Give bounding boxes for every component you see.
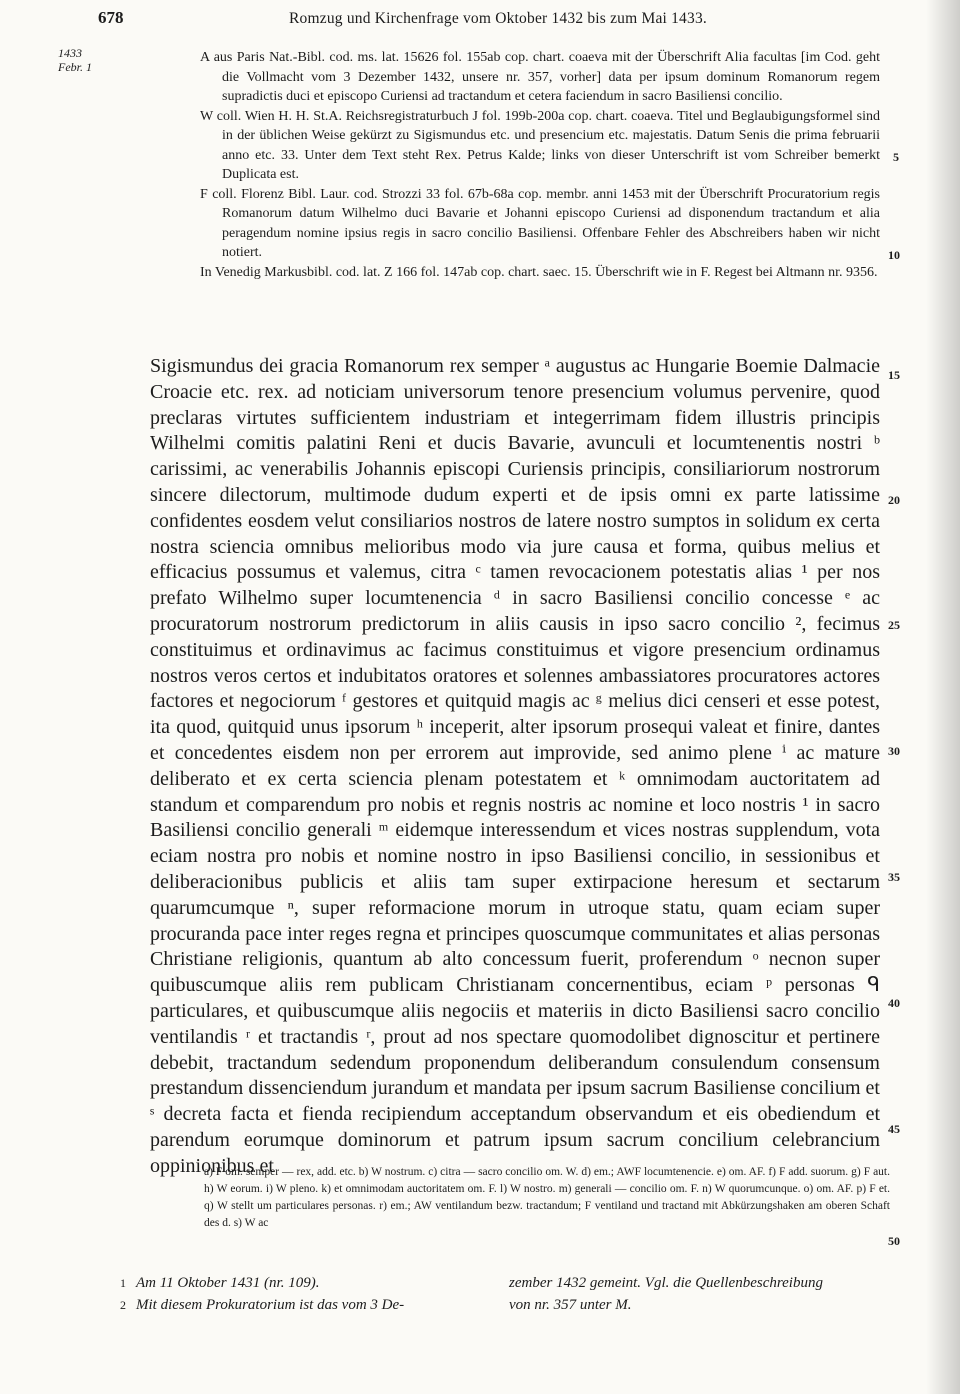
running-title: Romzug und Kirchenfrage vom Oktober 1432 bis zum Mai 1433.	[289, 10, 707, 27]
footnotes-left	[120, 1272, 500, 1316]
line-number: 15	[888, 368, 900, 382]
footnote-mark: 1	[120, 1276, 126, 1290]
page-header	[98, 8, 898, 32]
body-paragraph: Sigismundus dei gracia Romanorum rex semper ᵃ augustus ac Hungarie Boemie Dalmacie Croacie etc. rex. ad noticiam universorum tenore presencium volumus pervenire, quod preclaras virtutes sufficientem industriam et integerrimam fidem illustris principis Wilhelmi comitis palatini Reni et ducis Bavarie, avunculi et locumtenentis nostri ᵇ carissimi, ac venerabilis Johannis episcopi Curiensis principis, consiliariorum nostrorum sincere dilectorum, multimode dudum experti et de ipsis omni ex parte latissime confidentes eosdem velut consiliarios nostros de latere nostro sumptos in solidum ex certa nostra sciencia omnibus melioribus modo via jure causa et forma, quibus melius et efficacius possumus et valemus, citra ᶜ tamen revocacionem potestatis alias ¹ per nos prefato Wilhelmo super locumtenencia ᵈ in sacro Basiliensi concilio concesse ᵉ ac procuratorum nostrorum predictorum in aliis causis in ipso sacro concilio ², fecimus constituimus et ordinavimus ac facimus constituimus et vigore presencium ordinamus nostros veros certos et indubitatos oratores et solennes ambassiatores procuratores actores factores et negociorum ᶠ gestores et quitquid magis ac ᵍ melius dici censeri et esse potest, ita quod, quitquid unus ipsorum ʰ inceperit, alter ipsorum prosequi valeat et finire, dantes et concedentes eisdem non per errorem aut improvide, sed animo plene ⁱ ac mature deliberato et ex certa sciencia plenam potestatem et ᵏ omnimodam auctoritatem ad standum et comparendum pro nobis et regnis nostris ac nomine et loco nostris ¹ in sacro Basiliensi concilio generali ᵐ eidemque interessendum et vices nostras supplendum, vota eciam nostra pro nobis et nomine nostro in ipso Basiliensi concilio, in sessionibus et deliberacionibus publicis et aliis tam super extirpacione heresum et sectarum quarumcumque ⁿ, super reformacione morum in utroque statu, quam eciam super procuranda pace inter reges regna et principes quoscumque communitates et alias personas Christiane religionis, quantum ab alto concessum fuerit, proferendum ᵒ necnon super quibuscumque aliis rem publicam Christianam concernentibus, eciam ᵖ personas ᑫ particulares, et quibuscumque aliis negociis et materiis in dicto Basiliensi sacro concilio ventilandis ʳ et tractandis ʳ, prout ad nos spectare quomodolibet dignoscitur et pertinere debebit, tractandum sedendum proponendum deliberandum consulendum consensum prestandum dissenciendum jurandum et mandata per ipsum sacrum Basiliense concilium et ˢ decreta facta et fienda recipiendum acceptandum observandum et eis obediendum et parendum eorumque dominorum et patrum ipsum sacrum concilium celebrancium oppinionibus et	[150, 355, 880, 1177]
footnote	[120, 1294, 500, 1316]
footnotes-right	[509, 1272, 889, 1316]
page-number: 678	[98, 8, 124, 27]
footnote-text: zember 1432 gemeint. Vgl. die Quellenbeschreibung	[509, 1275, 823, 1291]
margin-day: Febr. 1	[58, 60, 92, 74]
margin-date	[58, 46, 92, 74]
line-number: 5	[893, 150, 899, 164]
page-edge-shadow	[926, 0, 960, 1394]
apparatus-entry: F coll. Florenz Bibl. Laur. cod. Strozzi 33 fol. 67b-68a cop. membr. anni 1453 mit der Überschrift Procuratorium regis Romanorum datum Wilhelmo duci Bavarie et Johanni episcopo Curiensi ad disponendum tractandum et alia peragendum nomine ipsius regis in sacro concilio Basiliensi. Offenbare Fehler des Abschreibers haben wir nicht notiert.	[200, 186, 880, 260]
source-apparatus	[200, 48, 880, 282]
footnote-text: Mit diesem Prokuratorium ist das vom 3 De-	[136, 1297, 405, 1313]
apparatus-entry: A aus Paris Nat.-Bibl. cod. ms. lat. 15626 fol. 155ab cop. chart. coaeva mit der Überschrift Alia facultas [im Cod. geht die Vollmacht vom 3 Dezember 1432, unsere nr. 357, vorher] data per ipsum dominum Romanorum regem supradictis duci et episcopo Curiensi ad tractandum et cetera faciendum in sacro Basiliensi concilio.	[200, 50, 880, 104]
footnote	[120, 1272, 500, 1294]
line-number: 45	[888, 1122, 900, 1136]
line-number: 35	[888, 870, 900, 884]
line-number: 50	[888, 1234, 900, 1248]
apparatus-entry: In Venedig Markusbibl. cod. lat. Z 166 fol. 147ab cop. chart. saec. 15. Überschrift wie in F. Regest bei Altmann nr. 9356.	[200, 264, 878, 280]
line-number: 25	[888, 618, 900, 632]
footnote-mark: 2	[120, 1298, 126, 1312]
line-number: 40	[888, 996, 900, 1010]
textual-notes: a) F om. semper — rex, add. etc. b) W nostrum. c) citra — sacro concilio om. W. d) em.; AWF locumtenencie. e) om. AF. f) F add. suorum. g) F aut. h) W eorum. i) W pleno. k) et omnimodam auctoritatem om. F. l) W nostro. m) generali — concilio om. F. n) W quorumcunque. o) om. AF. p) F et. q) W stellt um particulares personas. r) em.; AW ventilandum bezw. tractandum; F ventiland und tractand mit Abkürzungshaken am oberen Schaft des d. s) W ac	[204, 1166, 890, 1229]
line-number: 10	[888, 248, 900, 262]
apparatus-entry: W coll. Wien H. H. St.A. Reichsregistraturbuch J fol. 199b-200a cop. chart. coaeva. Titel und Beglaubigungsformel sind in der üblichen Weise gekürzt zu Sigismundus etc. und presencium etc. majestatis. Datum Senis die prima februarii anno etc. 33. Unter dem Text steht Rex. Petrus Kalde; links von dieser Unterschrift ist vom Schreiber bemerkt Duplicata est.	[200, 108, 880, 182]
line-number: 20	[888, 493, 900, 507]
footnote-text: von nr. 357 unter M.	[509, 1297, 632, 1313]
line-number: 30	[888, 744, 900, 758]
margin-year: 1433	[58, 46, 82, 60]
footnote-text: Am 11 Oktober 1431 (nr. 109).	[136, 1275, 320, 1291]
document-body	[150, 354, 880, 1180]
